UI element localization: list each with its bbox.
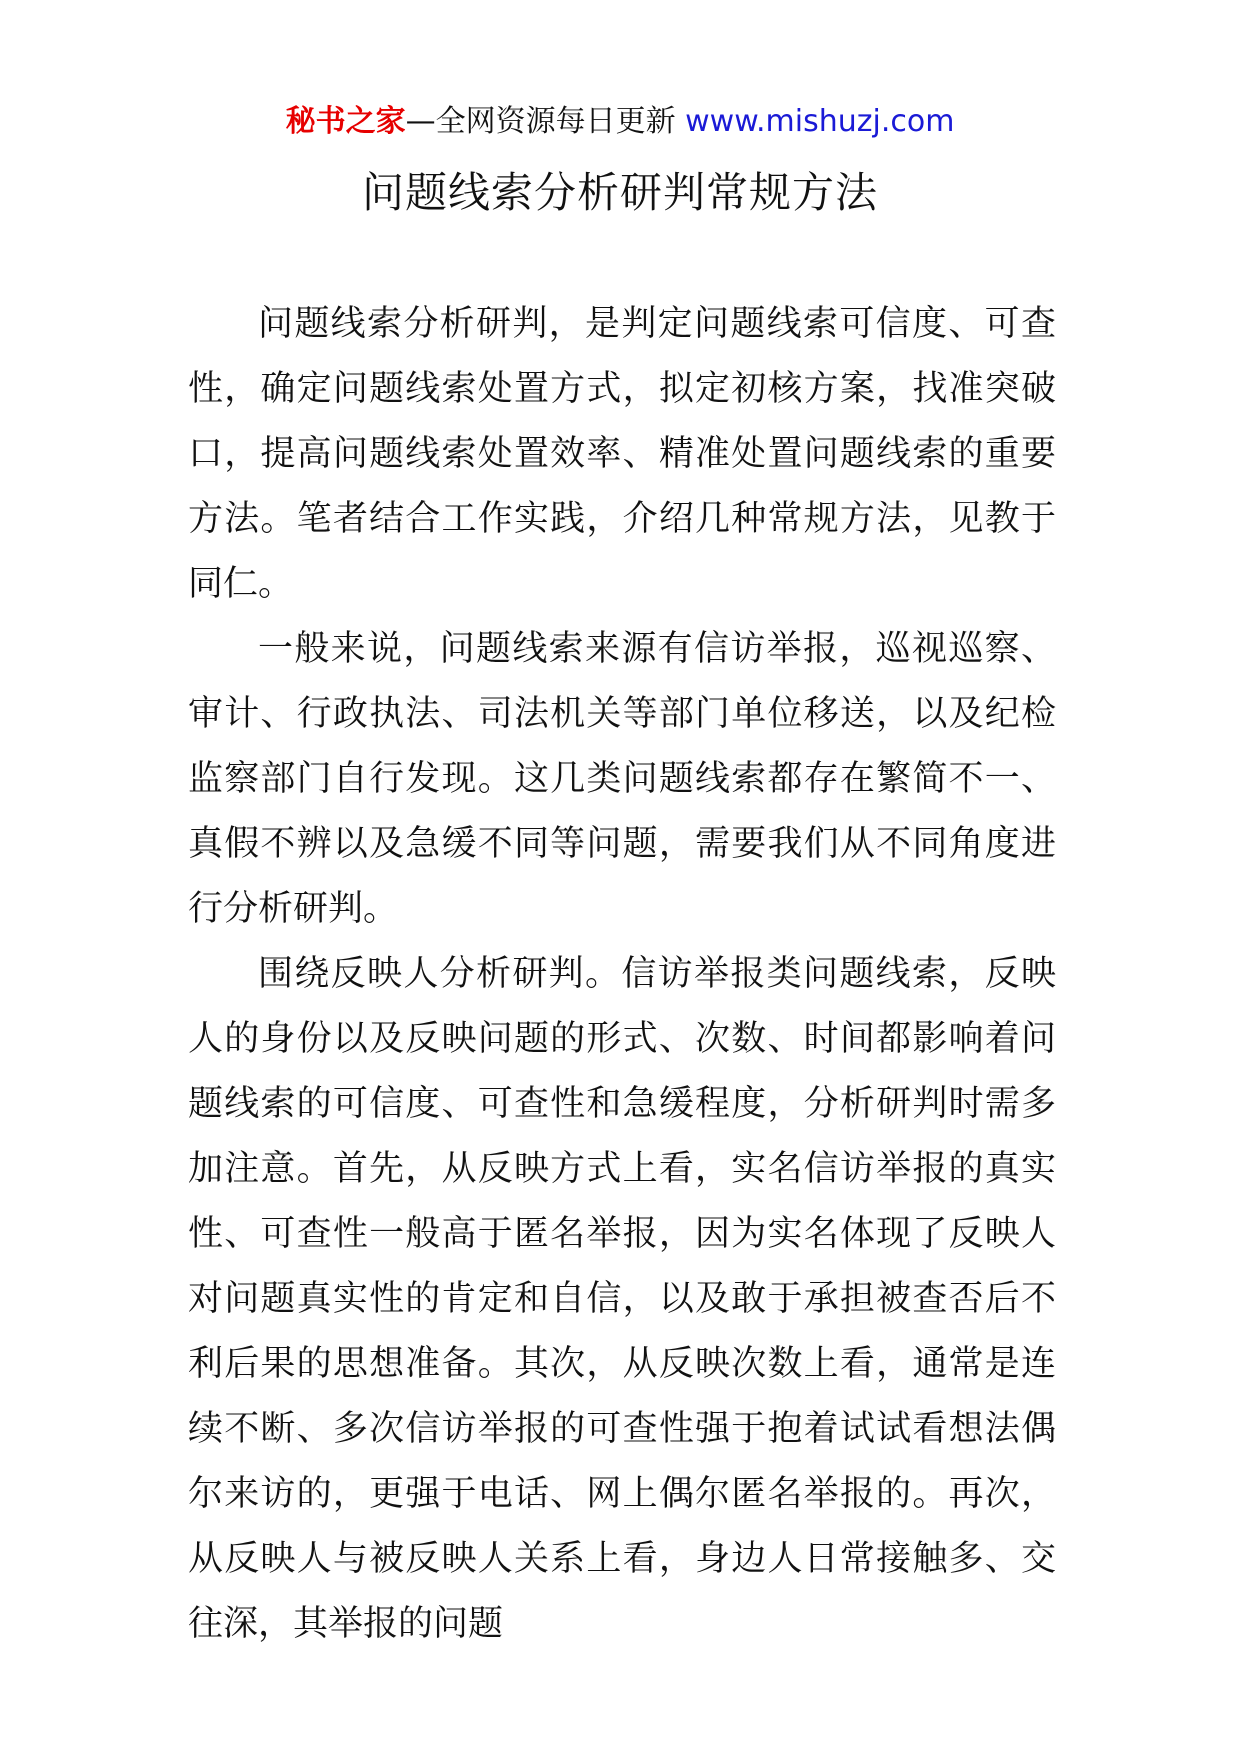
site-header [0, 100, 1240, 144]
paragraph-intro: 问题线索分析研判，是判定问题线索可信度、可查性，确定问题线索处置方式，拟定初核方案，找准突破口，提高问题线索处置效率、精准处置问题线索的重要方法。笔者结合工作实践，介绍几种常规方法，见教于同仁。 [188, 304, 1056, 604]
site-url[interactable]: www.mishuzj.com [685, 104, 955, 139]
document-title: 问题线索分析研判常规方法 [361, 168, 878, 217]
site-tagline: —全网资源每日更新 [405, 104, 676, 139]
paragraph-sources: 一般来说，问题线索来源有信访举报，巡视巡察、审计、行政执法、司法机关等部门单位移送，以及纪检监察部门自行发现。这几类问题线索都存在繁简不一、真假不辨以及急缓不同等问题，需要我们从不同角度进行分析研判。 [188, 629, 1056, 929]
paragraph-reporter-analysis: 围绕反映人分析研判。信访举报类问题线索，反映人的身份以及反映问题的形式、次数、时间都影响着问题线索的可信度、可查性和急缓程度，分析研判时需多加注意。首先，从反映方式上看，实名信访举报的真实性、可查性一般高于匿名举报，因为实名体现了反映人对问题真实性的肯定和自信，以及敢于承担被查否后不利后果的思想准备。其次，从反映次数上看，通常是连续不断、多次信访举报的可查性强于抱着试试看想法偶尔来访的，更强于电话、网上偶尔匿名举报的。再次，从反映人与被反映人关系上看，身边人日常接触多、交往深，其举报的问题 [188, 954, 1056, 1644]
site-name: 秘书之家 [285, 104, 406, 139]
document-body [188, 292, 1056, 1657]
